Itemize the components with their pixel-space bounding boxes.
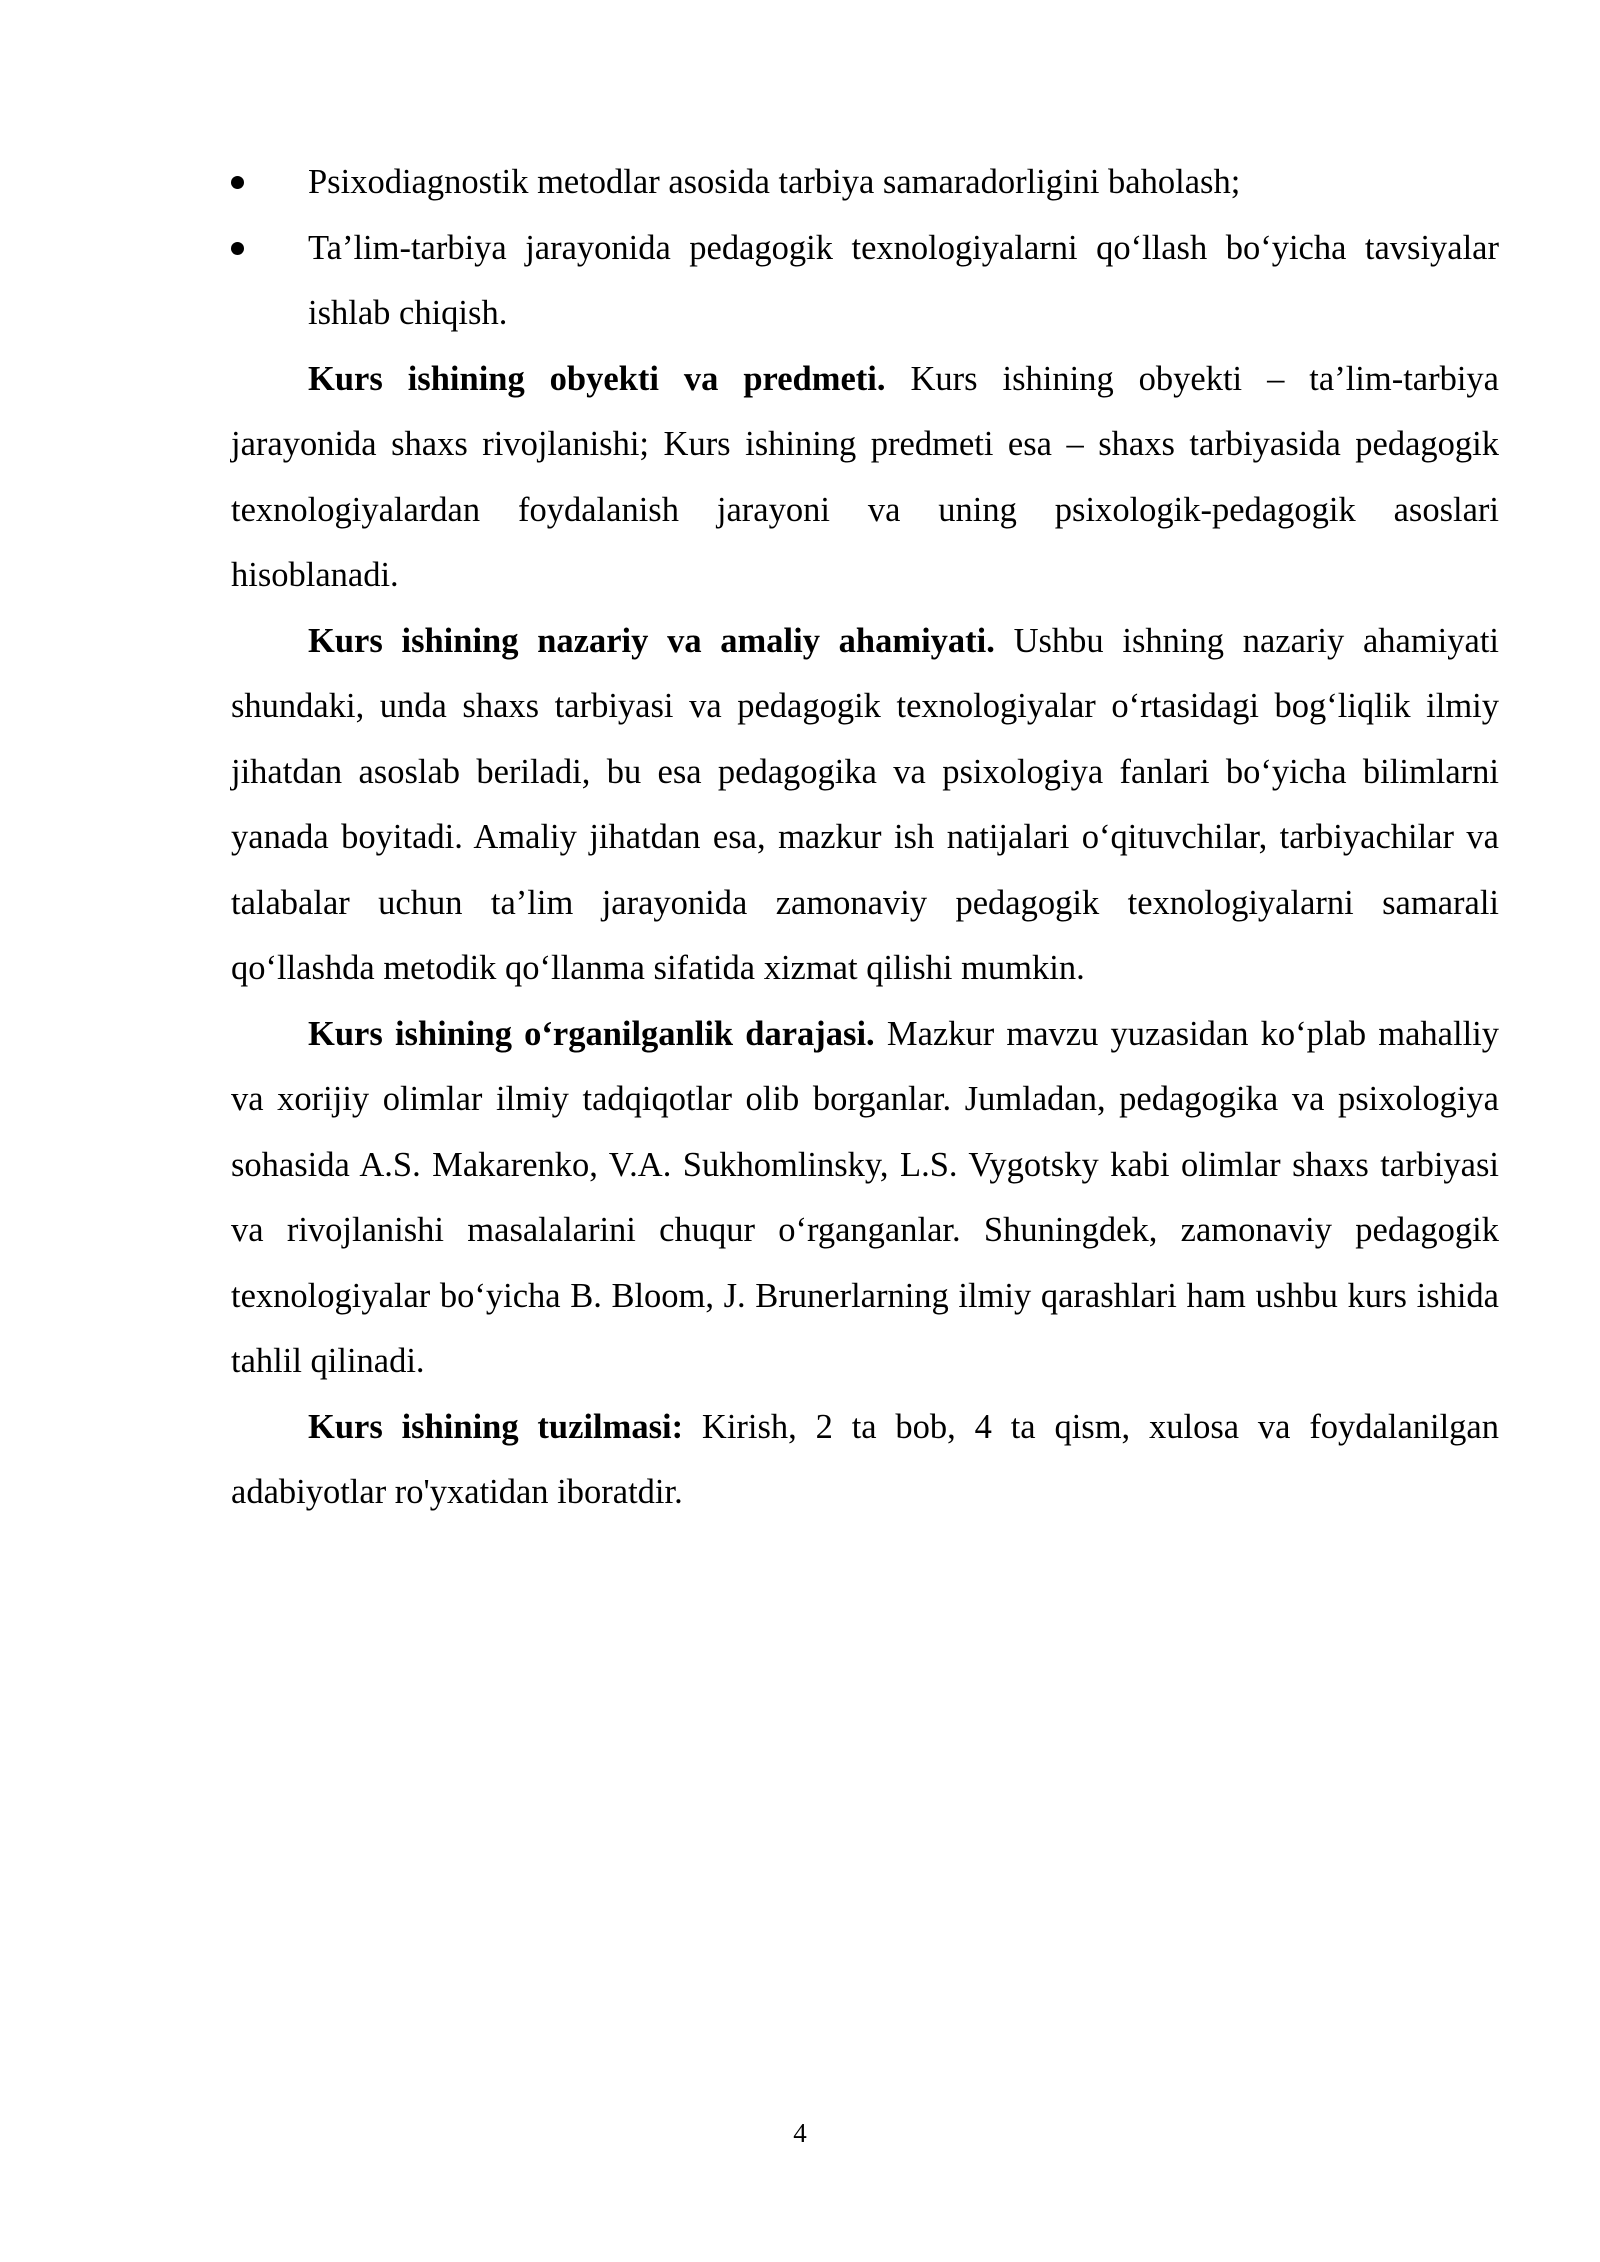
paragraph-heading: Kurs ishining nazariy va amaliy ahamiyati. [308,621,995,660]
bullet-text: Ta’lim-tarbiya jarayonida pedagogik texnologiyalarni qo‘llash bo‘yicha tavsiyalar ishlab chiqish. [308,228,1499,332]
paragraph-heading: Kurs ishining o‘rganilganlik darajasi. [308,1014,875,1053]
paragraph-heading: Kurs ishining obyekti va predmeti. [308,359,886,398]
paragraph-significance [231,609,1499,1002]
paragraph-heading: Kurs ishining tuzilmasi: [308,1407,684,1446]
bullet-item [231,216,1499,347]
paragraph-text: Mazkur mavzu yuzasidan ko‘plab mahalliy va xorijiy olimlar ilmiy tadqiqotlar olib borganlar. Jumladan, pedagogika va psixologiya sohasida A.S. Makarenko, V.A. Sukhomlinsky, L.S. Vygotsky kabi olimlar shaxs tarbiyasi va rivojlanishi masalalarini chuqur o‘rganganlar. Shuningdek, zamonaviy pedagogik texnologiyalar bo‘yicha B. Bloom, J. Brunerlarning ilmiy qarashlari ham ushbu kurs ishida tahlil qilinadi. [231,1014,1499,1380]
paragraph-text: Kirish, 2 ta bob, 4 ta qism, xulosa va foydalanilgan adabiyotlar ro'yxatidan iboratdir. [231,1407,1499,1511]
page-number: 4 [793,2118,807,2148]
bullet-dot-icon [231,176,244,189]
bullet-text: Psixodiagnostik metodlar asosida tarbiya samaradorligini baholash; [308,163,1241,201]
paragraph-study-level [231,1002,1499,1395]
paragraph-text: Ushbu ishning nazariy ahamiyati shundaki, unda shaxs tarbiyasi va pedagogik texnologiyalar o‘rtasidagi bog‘liqlik ilmiy jihatdan asoslab beriladi, bu esa pedagogika va psixologiya fanlari bo‘yicha bilimlarni yanada boyitadi. Amaliy jihatdan esa, mazkur ish natijalari o‘qituvchilar, tarbiyachilar va talabalar uchun ta’lim jarayonida zamonaviy pedagogik texnologiyalarni samarali qo‘llashda metodik qo‘llanma sifatida xizmat qilishi mumkin. [231,621,1499,987]
page-content [231,150,1499,1526]
paragraph-structure [231,1395,1499,1526]
paragraph-object-subject [231,347,1499,609]
paragraph-text: Kurs ishining obyekti – ta’lim-tarbiya jarayonida shaxs rivojlanishi; Kurs ishining predmeti esa – shaxs tarbiyasida pedagogik texnologiyalardan foydalanish jarayoni va uning psixologik-pedagogik asoslari hisoblanadi. [231,359,1499,594]
bullet-item [231,150,1499,216]
bullet-dot-icon [231,242,244,255]
